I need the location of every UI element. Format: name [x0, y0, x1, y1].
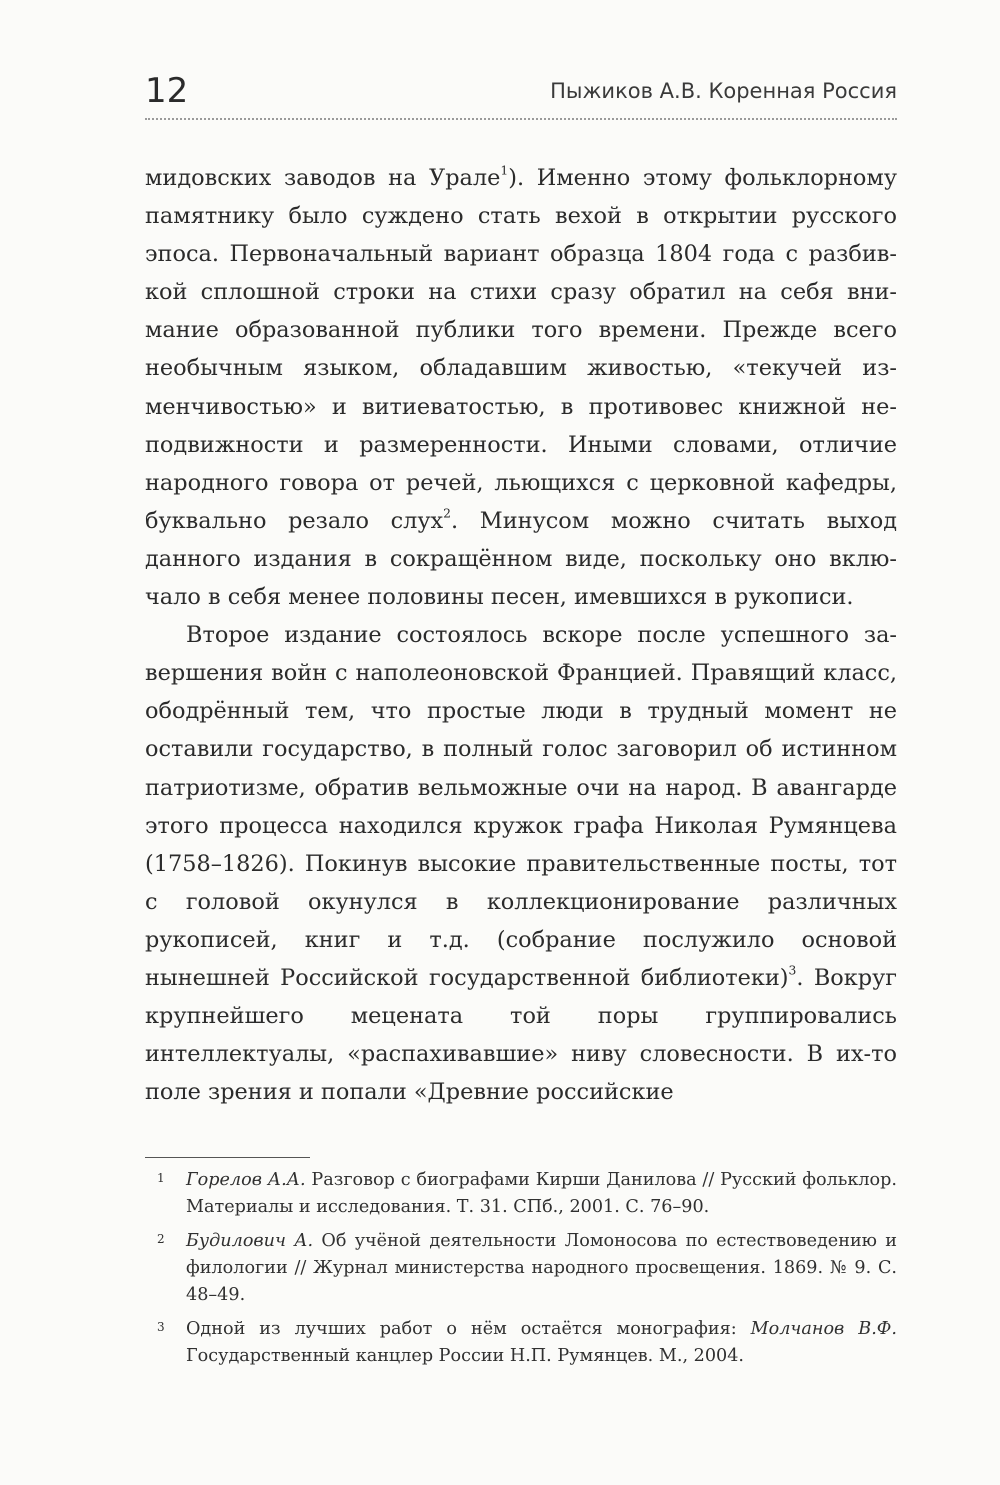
footnote-3 [145, 1316, 897, 1370]
footnote-text: Разговор с биографами Кирши Данилова // Русский фольклор. Материалы и исследования. Т. 31. СПб., 2001. С. 76–90. [186, 1170, 897, 1217]
page-number: 12 [145, 71, 189, 111]
footnote-text: Об учёной деятельности Ломоносова по естествоведению и филологии // Журнал министерства народного просвещения. 1869. № 9. С. 48–49. [186, 1231, 897, 1305]
footnote-mark: 3 [157, 1320, 165, 1334]
footnote-1 [145, 1167, 897, 1221]
paragraph-2 [145, 616, 897, 1111]
text-run: . Вокруг крупнейшего мецената той поры группировались интеллектуалы, «распахивавшие» ниву словесности. В их-то поле зрения и попали «Древние российские [145, 964, 898, 1106]
running-title: Пыжиков А.В. Коренная Россия [550, 79, 897, 103]
text-run: ). Именно этому фольклорному памятнику было суждено стать вехой в открытии русского эпоса. Первоначальный вариант образца 1804 года с разбивкой сплошной строки на стихи сразу обратил на себя внимание образованной публики того времени. Прежде всего необычным языком, обладавшим живостью, «текучей изменчивостью» и витиеватостью, в противовес книжной неподвижности и размеренности. Иными словами, отличие народного говора от речей, льющихся с церковной кафедры, буквально резало слух [145, 165, 898, 534]
footnote-ref-1[interactable]: 1 [500, 163, 509, 178]
footnote-mark: 1 [157, 1171, 165, 1185]
footnote-author: Молчанов В.Ф. [750, 1319, 897, 1339]
footnote-ref-2[interactable]: 2 [443, 506, 452, 521]
footnote-author: Будилович А. [186, 1231, 314, 1251]
text-run: Второе издание состоялось вскоре после успешного завершения войн с наполеоновской Францией. Правящий класс, ободрённый тем, что простые люди в трудный момент не оставили государство, в полный голос заговорил об истинном патриотизме, обратив вельможные очи на народ. В авангарде этого процесса находился кружок графа Николая Румянцева (1758–1826). Покинув высокие правительственные посты, тот с головой окунулся в коллекционирование различных рукописей, книг и т.д. (собрание послужило основой нынешней Российской государственной библиотеки) [145, 622, 897, 991]
text-run: мидовских заводов на Урале [145, 165, 501, 191]
footnote-2 [145, 1228, 897, 1309]
book-page [145, 0, 897, 1485]
running-head [145, 70, 897, 120]
footnotes [145, 1167, 897, 1377]
footnote-ref-3[interactable]: 3 [788, 963, 797, 978]
footnote-mark: 2 [157, 1232, 165, 1246]
main-text [145, 159, 897, 1111]
paragraph-1 [145, 159, 897, 616]
footnote-separator [145, 1157, 310, 1158]
footnote-text-pre: Одной из лучших работ о нём остаётся монография: [186, 1319, 751, 1339]
text-run: . Минусом можно считать выход данного издания в сокращённом виде, поскольку оно включало в себя менее половины песен, имевшихся в рукописи. [145, 507, 897, 611]
footnote-author: Горелов А.А. [186, 1170, 306, 1190]
footnote-text: Государственный канцлер России Н.П. Румянцев. М., 2004. [186, 1346, 745, 1366]
